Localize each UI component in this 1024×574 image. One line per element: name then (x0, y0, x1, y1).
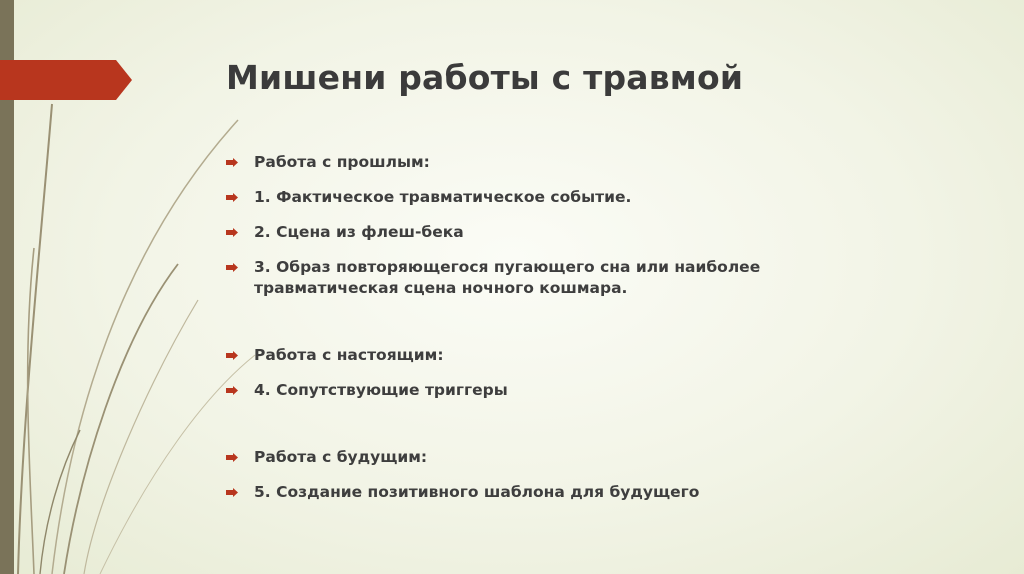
arrow-right-icon (226, 263, 238, 272)
bullet-text: 4. Сопутствующие триггеры (254, 381, 508, 399)
arrow-right-icon (226, 453, 238, 462)
arrow-right-icon (226, 158, 238, 167)
bullet-item (226, 257, 826, 299)
arrow-right-icon (226, 386, 238, 395)
bullet-item (226, 187, 826, 208)
bullet-text: 1. Фактическое травматическое событие. (254, 188, 632, 206)
arrow-right-icon (226, 193, 238, 202)
bullet-text: Работа с прошлым: (254, 153, 430, 171)
red-accent-tab (0, 60, 132, 100)
arrow-right-icon (226, 228, 238, 237)
bullet-text: Работа с настоящим: (254, 346, 444, 364)
bullet-text: 2. Сцена из флеш-бека (254, 223, 464, 241)
bullet-text: 5. Создание позитивного шаблона для будущего (254, 483, 700, 501)
bullet-item (226, 345, 826, 366)
bullet-item (226, 222, 826, 243)
bullet-item (226, 152, 826, 173)
bullet-text: Работа с будущим: (254, 448, 428, 466)
slide-title: Мишени работы с травмой (226, 58, 744, 97)
bullet-item (226, 380, 826, 401)
bullet-list (226, 152, 826, 503)
bullet-text: 3. Образ повторяющегося пугающего сна или наиболее травматическая сцена ночного кошмара. (254, 258, 761, 297)
bullet-item (226, 482, 826, 503)
arrow-right-icon (226, 488, 238, 497)
arrow-right-icon (226, 351, 238, 360)
bullet-item (226, 447, 826, 468)
